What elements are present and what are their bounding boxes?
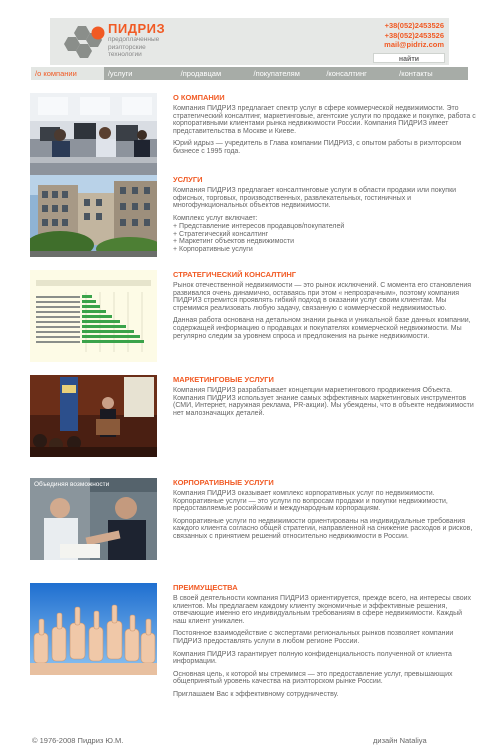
brand-name[interactable]: ПИДРИЗ	[108, 21, 166, 36]
section-title: КОРПОРАТИВНЫЕ УСЛУГИ	[173, 478, 274, 487]
phone-2: +38(052)2453526	[384, 30, 444, 40]
contacts	[384, 21, 444, 50]
section-title: СТРАТЕГИЧЕСКИЙ КОНСАЛТИНГ	[173, 270, 297, 279]
section-paragraph: Комплекс услуг включает:	[173, 214, 258, 222]
section-paragraph: Приглашаем Вас к эффективному сотрудничеству.	[173, 690, 339, 698]
section-services-content	[173, 175, 476, 257]
search-button[interactable]: найти	[373, 53, 445, 63]
section-paragraph: Компания ПИДРИЗ предлагает спектр услуг в сфере коммерческой недвижимости. Это стратегический консалтинг, маркетинговые, агентские услуги по продаже и покупке, работа с корпоративными клиентами рынка недвижимости России. Компания ПИДРИЗ имеет представительства в Москве и Киеве.	[173, 105, 476, 135]
section-paragraph: Компания ПИДРИЗ гарантирует полную конфиденциальность полученной от клиента информации.	[173, 650, 452, 666]
nav-item-about[interactable]: /о компании	[31, 67, 104, 80]
nav-item-services[interactable]: /услуги	[107, 69, 133, 78]
list-item: + Стратегический консалтинг	[173, 231, 476, 238]
phone-1: +38(052)2453526	[384, 21, 444, 30]
brand	[108, 22, 165, 59]
section-paragraph: В своей деятельности компания ПИДРИЗ ориентируется, прежде всего, на интересы своих клиентов. Мы предлагаем каждому клиенту экономичные и эффективные решения, отвечающие именно его индивидуальным требованиям в сфере недвижимости. Каждый наш клиент уникален.	[173, 595, 472, 625]
handshake-photo	[30, 478, 157, 560]
services-list	[173, 223, 476, 253]
section-title: ПРЕИМУЩЕСТВА	[173, 583, 238, 592]
section-paragraph: Рынок отечественной недвижимости — это рынок исключений. С момента его становления развивался очень динамично, оставаясь при этом « непрозрачным», поэтому компания ПИДРИЗ стремится проявлять гибкий подход в оказании услуг своим клиентам. Мы стремимся реализовать любую задачу, связанную с коммерческой недвижимостью.	[173, 282, 472, 312]
email-link[interactable]: mail@pidriz.com	[384, 40, 444, 49]
presentation-photo	[30, 375, 157, 457]
section-marketing-content	[173, 375, 476, 422]
section-paragraph: Данная работа основана на детальном знании рынка и уникальной базе данных компании, содержащей информацию о продавцах и покупателях коммерческой недвижимости. Мы регулярно следим за уровнем спроса и предложения на рынке недвижимости.	[173, 317, 471, 340]
section-paragraph: Компания ПИДРИЗ предлагает консалтинговые услуги в области продажи или покупки офисных, торговых, производственных, развлекательных, гостиничных и многофункциональных объектов недвижимости.	[173, 187, 457, 210]
brand-tagline-3: технологии	[108, 51, 142, 58]
section-paragraph: Компания ПИДРИЗ разрабатывает концепции маркетингового продвижения Объекта. Компания ПИДРИЗ использует знание самых эффективных маркетинговых инструментов (СМИ, Интернет, наружная реклама, PR-акции). Мы убеждены, что в объекте недвижимости нет малозначащих деталей.	[173, 387, 474, 417]
logo-icon[interactable]	[64, 25, 106, 59]
section-title: УСЛУГИ	[173, 175, 203, 184]
list-item: + Представление интересов продавцов/покупателей	[173, 223, 476, 230]
list-item: + Маркетинг объектов недвижимости	[173, 238, 476, 245]
nav-item-contacts[interactable]: /контакты	[399, 69, 433, 78]
section-consulting-content	[173, 270, 476, 345]
photo-caption: Объединяя возможности	[34, 481, 110, 488]
brand-tagline-2: риэлторские	[108, 43, 146, 51]
chart-image	[30, 270, 157, 362]
section-title: МАРКЕТИНГОВЫЕ УСЛУГИ	[173, 375, 274, 384]
section-about-content	[173, 93, 476, 161]
section-paragraph: Юрий идрыз — учредитель в Глава компании ПИДРИЗ, с опытом работы в риэлторском бизнесе с 1995 года.	[173, 140, 462, 155]
section-title: О КОМПАНИИ	[173, 93, 225, 102]
header	[50, 18, 449, 65]
brand-tagline-1: предоплаченные	[108, 36, 160, 43]
section-paragraph: Корпоративные услуги по недвижимости ориентированы на индивидуальные требования каждого клиента согласно общей стратегии, направленной на снижение расходов и рисков, связанных с принятием решений относительно недвижимости в России.	[173, 517, 473, 540]
section-corporate-content	[173, 478, 476, 546]
nav-item-sellers[interactable]: /продавцам	[180, 69, 222, 78]
office-photo	[30, 93, 157, 175]
buildings-photo	[30, 175, 157, 257]
list-item: + Корпоративные услуги	[173, 246, 476, 253]
nav-item-consulting[interactable]: /консалтинг	[326, 69, 367, 78]
section-paragraph: Постоянное взаимодействие с экспертами региональных рынков позволяет компании ПИДРИЗ предоставлять услуги в любом регионе России.	[173, 630, 454, 645]
section-advantages-content	[173, 583, 476, 704]
main-nav	[31, 67, 468, 80]
footer-copyright: © 1976-2008 Пидриз Ю.М.	[32, 736, 124, 745]
nav-item-buyers[interactable]: /покупателям	[253, 69, 300, 78]
section-paragraph: Основная цель, к которой мы стремимся — это предоставление услуг, превышающих общепринятый уровень качества на риэлторском рынке России.	[173, 670, 453, 686]
section-paragraph: Компания ПИДРИЗ оказывает комплекс корпоративных услуг по недвижимости. Корпоративные услуги — это услуги по вопросам продажи и покупки недвижимости, предоставляемые российским и международным корпорациям.	[173, 490, 448, 513]
footer-credit[interactable]: дизайн Nataliya	[373, 736, 427, 745]
thumbs-up-photo	[30, 583, 157, 675]
